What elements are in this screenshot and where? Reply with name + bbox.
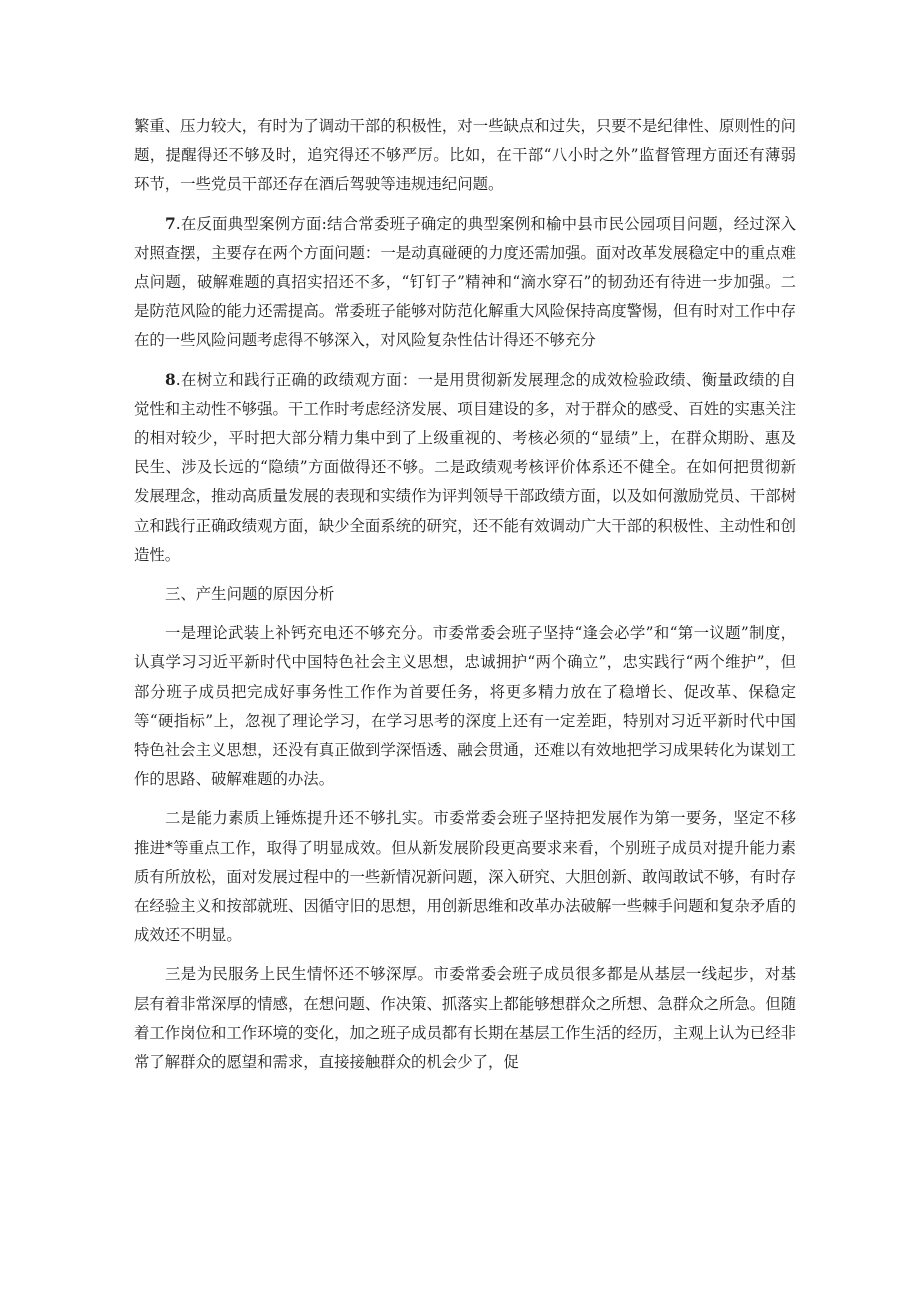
paragraph-cause-1: 一是理论武装上补钙充电还不够充分。市委常委会班子坚持“逢会必学”和“第一议题”制度，认真学习习近平新时代中国特色社会主义思想，忠诚拥护“两个确立”，忠实践行“两个维护”，但部分班子成员把完成好事务性工作作为首要任务，将更多精力放在了稳增长、促改革、保稳定等“硬指标”上，忽视了理论学习，在学习思考的深度上还有一定差距，特别对习近平新时代中国特色社会主义思想，还没有真正做到学深悟透、融会贯通，还难以有效地把学习成果转化为谋划工作的思路、破解难题的办法。 (134, 624, 796, 789)
item-text-7: .在反面典型案例方面:结合常委班子确定的典型案例和榆中县市民公园项目问题，经过深入对照查摆，主要存在两个方面问题：一是动真碰硬的力度还需加强。面对改革发展稳定中的重点难点问题，破解难题的真招实招还不多，“钉钉子”精神和“滴水穿石”的韧劲还有待进一步加强。二是防范风险的能力还需提高。常委班子能够对防范化解重大风险保持高度警惕，但有时对工作中存在的一些风险问题考虑得不够深入，对风险复杂性估计得还不够充分 (134, 214, 796, 350)
document-body (134, 112, 796, 1087)
paragraph-item-8 (134, 366, 796, 570)
item-number-8: 8 (165, 370, 176, 389)
paragraph-cause-3: 三是为民服务上民生情怀还不够深厚。市委常委会班子成员很多都是从基层一线起步，对基层有着非常深厚的情感，在想问题、作决策、抓落实上都能够想群众之所想、急群众之所急。但随着工作岗位和工作环境的变化，加之班子成员都有长期在基层工作生活的经历，主观上认为已经非常了解群众的愿望和需求，直接接触群众的机会少了，促 (134, 965, 796, 1072)
paragraph-item-7 (134, 210, 796, 356)
paragraph-continuation: 繁重、压力较大，有时为了调动干部的积极性，对一些缺点和过失，只要不是纪律性、原则性的问题，提醒得还不够及时，追究得还不够严厉。比如，在干部“八小时之外”监督管理方面还有薄弱环节，一些党员干部还存在酒后驾驶等违规违纪问题。 (134, 117, 796, 194)
item-number-7: 7 (165, 214, 176, 233)
paragraph-cause-2: 二是能力素质上锤炼提升还不够扎实。市委常委会班子坚持把发展作为第一要务，坚定不移推进*等重点工作，取得了明显成效。但从新发展阶段更高要求来看，个别班子成员对提升能力素质有所放松，面对发展过程中的一些新情况新问题，深入研究、大胆创新、敢闯敢试不够，有时存在经验主义和按部就班、因循守旧的思想，用创新思维和改革办法破解一些棘手问题和复杂矛盾的成效还不明显。 (134, 809, 796, 945)
item-text-8: .在树立和践行正确的政绩观方面：一是用贯彻新发展理念的成效检验政绩、衡量政绩的自觉性和主动性不够强。干工作时考虑经济发展、项目建设的多，对于群众的感受、百姓的实惠关注的相对较少，平时把大部分精力集中到了上级重视的、考核必须的“显绩”上，在群众期盼、惠及民生、涉及长远的“隐绩”方面做得还不够。二是政绩观考核评价体系还不健全。在如何把贯彻新发展理念，推动高质量发展的表现和实绩作为评判领导干部政绩方面，以及如何激励党员、干部树立和践行正确政绩观方面，缺少全面系统的研究，还不能有效调动广大干部的积极性、主动性和创造性。 (134, 370, 796, 564)
section-heading-3: 三、产生问题的原因分析 (165, 585, 335, 604)
